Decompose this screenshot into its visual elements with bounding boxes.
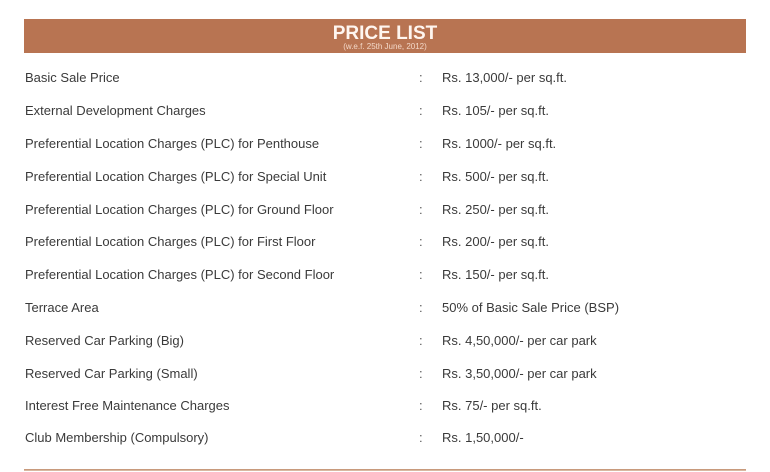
price-value: Rs. 150/- per sq.ft. xyxy=(442,267,549,282)
separator: : xyxy=(419,430,423,445)
separator: : xyxy=(419,333,423,348)
price-label: Club Membership (Compulsory) xyxy=(25,430,209,445)
separator: : xyxy=(419,234,423,249)
price-row-club-membership xyxy=(0,428,770,448)
price-value: Rs. 4,50,000/- per car park xyxy=(442,333,597,348)
price-label: Preferential Location Charges (PLC) for Ground Floor xyxy=(25,202,334,217)
price-row-plc-second-floor xyxy=(0,265,770,285)
price-label: Reserved Car Parking (Big) xyxy=(25,333,184,348)
price-value: Rs. 250/- per sq.ft. xyxy=(442,202,549,217)
price-row-plc-penthouse xyxy=(0,134,770,154)
price-row-car-parking-big xyxy=(0,331,770,351)
effective-date: (w.e.f. 25th June, 2012) xyxy=(343,42,427,51)
separator: : xyxy=(419,169,423,184)
price-row-terrace-area xyxy=(0,298,770,318)
price-row-external-development-charges xyxy=(0,101,770,121)
separator: : xyxy=(419,267,423,282)
price-label: Interest Free Maintenance Charges xyxy=(25,398,230,413)
price-value: Rs. 75/- per sq.ft. xyxy=(442,398,542,413)
price-label: Reserved Car Parking (Small) xyxy=(25,366,198,381)
price-label: Preferential Location Charges (PLC) for Special Unit xyxy=(25,169,327,184)
separator: : xyxy=(419,202,423,217)
price-value: Rs. 1000/- per sq.ft. xyxy=(442,136,557,151)
price-row-maintenance-charges xyxy=(0,396,770,416)
price-label: External Development Charges xyxy=(25,103,206,118)
separator: : xyxy=(419,136,423,151)
price-value: 50% of Basic Sale Price (BSP) xyxy=(442,300,620,315)
separator: : xyxy=(419,70,423,85)
separator: : xyxy=(419,300,423,315)
price-value: Rs. 200/- per sq.ft. xyxy=(442,234,549,249)
price-value: Rs. 500/- per sq.ft. xyxy=(442,169,549,184)
price-row-car-parking-small xyxy=(0,364,770,384)
price-label: Basic Sale Price xyxy=(25,70,120,85)
price-value: Rs. 13,000/- per sq.ft. xyxy=(442,70,568,85)
price-label: Preferential Location Charges (PLC) for Second Floor xyxy=(25,267,335,282)
separator: : xyxy=(419,366,423,381)
price-value: Rs. 105/- per sq.ft. xyxy=(442,103,549,118)
price-row-plc-first-floor xyxy=(0,232,770,252)
separator: : xyxy=(419,103,423,118)
bottom-divider xyxy=(24,469,746,471)
price-label: Preferential Location Charges (PLC) for First Floor xyxy=(25,234,316,249)
price-value: Rs. 3,50,000/- per car park xyxy=(442,366,597,381)
price-row-basic-sale-price xyxy=(0,68,770,88)
price-label: Preferential Location Charges (PLC) for Penthouse xyxy=(25,136,320,151)
price-row-plc-ground-floor xyxy=(0,200,770,220)
price-row-plc-special-unit xyxy=(0,167,770,187)
separator: : xyxy=(419,398,423,413)
page-title: PRICE LIST xyxy=(332,23,438,44)
price-label: Terrace Area xyxy=(25,300,99,315)
price-value: Rs. 1,50,000/- xyxy=(442,430,524,445)
